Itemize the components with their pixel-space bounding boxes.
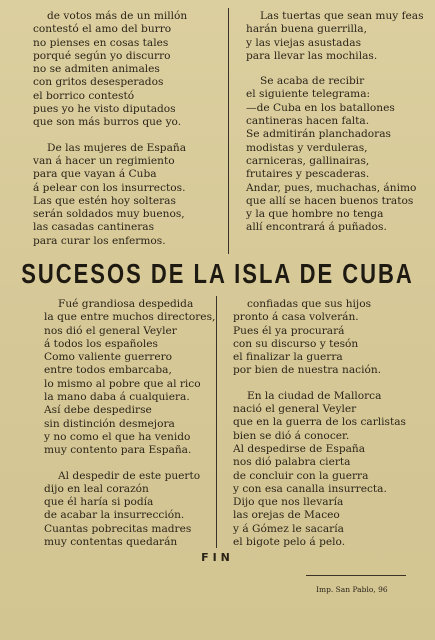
- verse-line: frutaires y pescaderas.: [246, 168, 370, 181]
- top-column-divider: [228, 8, 229, 254]
- verse-line: para que vayan á Cuba: [33, 168, 157, 181]
- verse-line: para llevar las mochilas.: [246, 49, 378, 62]
- verse-line: muy contentas quedarán: [44, 536, 178, 549]
- bottom-left-verses: [44, 298, 215, 549]
- verse-line: por bien de nuestra nación.: [233, 364, 382, 377]
- fin-mark: FIN: [201, 551, 234, 564]
- verse-line: lo mismo al pobre que al rico: [44, 377, 201, 390]
- verse-line: Las que estén hoy solteras: [33, 194, 176, 207]
- stanza-gap: [33, 130, 187, 142]
- verse-line: bien se dió á conocer.: [233, 429, 350, 442]
- verse-line: En la ciudad de Mallorca: [247, 389, 382, 402]
- verse-line: y no como el que ha venido: [44, 430, 191, 443]
- verse-line: nos dió palabra cierta: [233, 456, 351, 469]
- verse-line: que en la guerra de los carlistas: [233, 416, 406, 429]
- verse-line: Se admitirán planchadoras: [246, 128, 391, 141]
- bottom-column-divider: [216, 296, 217, 548]
- stanza-gap: [233, 378, 406, 390]
- verse-line: no se admiten animales: [33, 63, 160, 76]
- verse-line: sin distinción desmejora: [44, 417, 175, 430]
- verse-line: carniceras, gallinairas,: [246, 154, 370, 167]
- verse-line: el siguiente telegrama:: [246, 88, 371, 101]
- verse-line: á todos los españoles: [44, 337, 158, 350]
- verse-line: cantineras hacen falta.: [246, 115, 370, 128]
- top-right-verses: [246, 10, 424, 235]
- bottom-right-verses: [233, 298, 406, 549]
- verse-line: Dijo que nos llevaría: [233, 496, 344, 509]
- verse-line: que son más burros que yo.: [33, 116, 182, 129]
- stanza-gap: [44, 458, 215, 470]
- verse-line: serán soldados muy buenos,: [33, 208, 185, 221]
- verse-line: y á Gómez le sacaría: [233, 522, 344, 535]
- verse-line: las orejas de Maceo: [233, 509, 340, 522]
- verse-line: modistas y verduleras,: [246, 141, 368, 154]
- verse-line: muy contento para España.: [44, 444, 192, 457]
- verse-line: allí encontrará á puñados.: [246, 221, 387, 234]
- verse-line: nació el general Veyler: [233, 403, 357, 416]
- verse-line: de votos más de un millón: [47, 10, 188, 22]
- verse-line: entre todos embarcaba,: [44, 364, 172, 377]
- verse-line: á pelear con los insurrectos.: [33, 181, 186, 194]
- verse-line: contestó el amo del burro: [33, 23, 172, 36]
- verse-line: Al despedirse de España: [233, 442, 366, 455]
- verse-line: De las mujeres de España: [47, 141, 187, 154]
- verse-line: Al despedir de este puerto: [58, 469, 201, 482]
- verse-line: nos dió el general Veyler: [44, 324, 177, 337]
- verse-line: pronto á casa volverán.: [233, 311, 359, 324]
- verse-line: harán buena guerrilla,: [246, 23, 367, 36]
- verse-line: —de Cuba en los batallones: [246, 101, 395, 114]
- verse-line: y la que hombre no tenga: [246, 208, 384, 221]
- verse-line: van á hacer un regimiento: [33, 154, 175, 167]
- verse-line: para curar los enfermos.: [33, 234, 166, 247]
- verse-line: Andar, pues, muchachas, ánimo: [246, 181, 417, 194]
- verse-line: que allí se hacen buenos tratos: [246, 194, 414, 207]
- verse-line: porqué según yo discurro: [33, 49, 171, 62]
- verse-line: Como valiente guerrero: [44, 351, 173, 364]
- verse-line: dijo en leal corazón: [44, 482, 149, 495]
- verse-line: que él haría si podía: [44, 496, 154, 509]
- stanza-gap: [246, 63, 424, 75]
- verse-line: pues yo he visto diputados: [33, 103, 176, 116]
- verse-line: no pienses en cosas tales: [33, 36, 169, 49]
- top-left-verses: [33, 10, 187, 248]
- imprint-rule: [306, 575, 406, 576]
- verse-line: Se acaba de recibir: [260, 75, 365, 88]
- verse-line: Fué grandiosa despedida: [58, 298, 194, 310]
- verse-line: con gritos desesperados: [33, 76, 164, 89]
- verse-line: Las tuertas que sean muy feas: [260, 10, 424, 22]
- verse-line: Cuantas pobrecitas madres: [44, 522, 192, 535]
- verse-line: y las viejas asustadas: [246, 36, 362, 49]
- verse-line: Así debe despedirse: [44, 404, 152, 417]
- verse-line: la que entre muchos directores,: [44, 311, 216, 324]
- verse-line: las casadas cantineras: [33, 221, 155, 234]
- verse-line: el borrico contestó: [33, 89, 135, 102]
- verse-line: el bigote pelo á pelo.: [233, 536, 346, 549]
- verse-line: de concluir con la guerra: [233, 469, 369, 482]
- printer-imprint: Imp. San Pablo, 96: [316, 585, 388, 594]
- page-title: SUCESOS DE LA ISLA DE CUBA: [21, 258, 414, 290]
- verse-line: el finalizar la guerra: [233, 351, 343, 364]
- verse-line: de acabar la insurrección.: [44, 509, 185, 522]
- verse-line: con su discurso y tesón: [233, 337, 359, 350]
- verse-line: Pues él ya procurará: [233, 324, 345, 337]
- verse-line: y con esa canalla insurrecta.: [233, 482, 387, 495]
- verse-line: confiadas que sus hijos: [247, 298, 372, 310]
- verse-line: la mano daba á cualquiera.: [44, 391, 190, 404]
